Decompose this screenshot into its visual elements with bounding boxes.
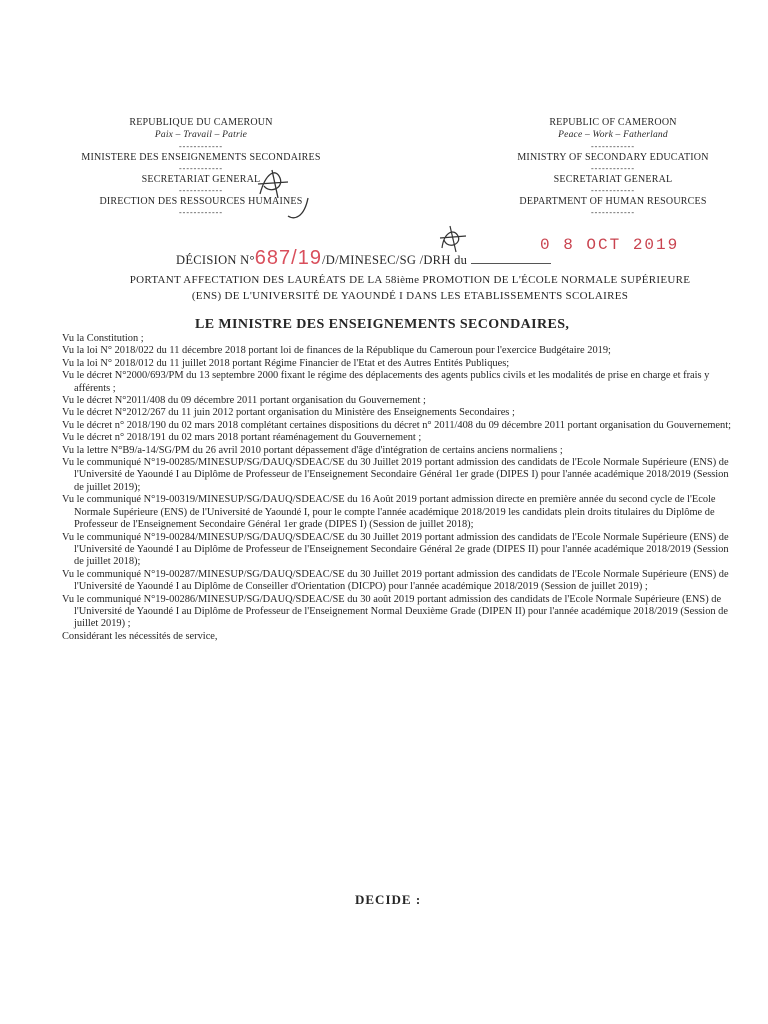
motto-fr: Paix – Travail – Patrie xyxy=(154,130,248,140)
date-blank xyxy=(471,263,551,264)
decision-prefix: DÉCISION N° xyxy=(176,253,255,267)
consideration-item: Vu le communiqué N°19-00285/MINESUP/SG/DAUQ/SDEAC/SE du 30 Juillet 2019 portant admission des candidats de l'Ecole Normale Supérieure (ENS) de l'Université de Yaoundé I au Diplôme de Professeur de l'Enseignement Secondaire Général 1er grade (DIPES I) pour l'année académique 2018/2019 (Session de juillet 2019); xyxy=(62,457,729,493)
consideration-item: Vu le communiqué N°19-00287/MINESUP/SG/DAUQ/SDEAC/SE du 30 Juillet 2019 portant admission des candidats de l'Ecole Normale Supérieure (ENS) de l'Université de Yaoundé I au Diplôme de Conseiller d'Orientation (DICPO) pour l'année académique 2018/2019 (Session de juillet 2019) ; xyxy=(62,568,729,593)
consideration-item: Vu le décret N°2011/408 du 09 décembre 2011 portant organisation du Gouvernement ; xyxy=(62,395,426,407)
subject-line: PORTANT AFFECTATION DES LAURÉATS DE LA 58ième PROMOTION DE L'ÉCOLE NORMALE SUPÉRIEURE xyxy=(129,274,691,286)
ministry-name-en: MINISTRY OF SECONDARY EDUCATION xyxy=(517,152,709,163)
secretariat-en: SECRETARIAT GENERAL xyxy=(553,174,673,185)
date-stamp: 0 8 OCT 2019 xyxy=(540,236,680,254)
consideration-item: Vu le communiqué N°19-00286/MINESUP/SG/DAUQ/SDEAC/SE du 30 août 2019 portant admission des candidats de l'Ecole Normale Supérieure (ENS) de l'Université de Yaoundé I au Diplôme de Professeur de l'Enseignement Normal Deuxième Grade (DIPEN II) pour l'année académique 2018/2019 (Session de juillet 2019) ; xyxy=(62,593,728,630)
consideration-item: Vu le décret N°2000/693/PM du 13 septembre 2000 fixant le régime des déplacements des agents publics civils et les modalités de prise en charge et frais y afférents ; xyxy=(62,370,710,394)
separator: ------------ xyxy=(591,186,635,195)
direction-fr: DIRECTION DES RESSOURCES HUMAINES xyxy=(99,196,303,207)
consideration-item: Vu le communiqué N°19-00284/MINESUP/SG/DAUQ/SDEAC/SE du 30 Juillet 2019 portant admission des candidats de l'Ecole Normale Supérieure (ENS) de l'Université de Yaoundé I au Diplôme de Professeur de l'Enseignement Secondaire Général 2e grade (DIPES II) pour l'année académique 2018/2019 (Session de juillet 2018); xyxy=(62,531,729,568)
separator: ------------ xyxy=(179,142,223,151)
republic-name-fr: REPUBLIQUE DU CAMEROUN xyxy=(129,117,273,128)
consideration-item: Vu le décret n° 2018/191 du 02 mars 2018 portant réaménagement du Gouvernement ; xyxy=(62,432,422,444)
handwritten-initial-icon xyxy=(284,194,314,224)
consideration-item: Vu le communiqué N°19-00319/MINESUP/SG/DAUQ/SDEAC/SE du 16 Août 2019 portant admission directe en première année du second cycle de l'Ecole Normale Supérieure (ENS) de l'Université de Yaoundé I, pour le compte l'année académique 2018/2019 les candidats plein droits titulaires du Diplôme de Professeur de l'Enseignement Secondaire Général 1er grade (DIPES I) (Session de juillet 2018); xyxy=(62,494,716,531)
decision-reference-code: /D/MINESEC/SG /DRH du xyxy=(321,253,468,267)
consideration-item: Vu la loi N° 2018/022 du 11 décembre 2018 portant loi de finances de la République du Cameroun pour l'exercice Budgétaire 2019; xyxy=(62,345,611,357)
consideration-item: Vu la Constitution ; xyxy=(62,333,144,344)
decision-subject xyxy=(90,272,730,304)
republic-name-en: REPUBLIC OF CAMEROON xyxy=(549,117,677,128)
secretariat-fr: SECRETARIAT GENERAL xyxy=(141,174,261,185)
separator: ------------ xyxy=(591,208,635,217)
consideration-item: Vu la loi N° 2018/012 du 11 juillet 2018 portant Régime Financier de l'Etat et des Autres Entités Publiques; xyxy=(62,357,510,369)
decision-reference xyxy=(176,247,551,270)
separator: ------------ xyxy=(179,186,223,195)
considerations-list xyxy=(60,333,740,643)
header-right-english xyxy=(500,116,726,217)
separator: ------------ xyxy=(179,208,223,217)
consideration-item: Vu la lettre N°B9/a-14/SG/PM du 26 avril 2010 portant dépassement d'âge d'intégration de certains anciens normaliens ; xyxy=(62,444,563,456)
decision-number: 687/19 xyxy=(254,247,322,269)
consideration-item: Vu le décret N°2012/267 du 11 juin 2012 portant organisation du Ministère des Enseignements Secondaires ; xyxy=(62,407,515,419)
separator: ------------ xyxy=(591,142,635,151)
motto-en: Peace – Work – Fatherland xyxy=(558,130,668,140)
minister-title: LE MINISTRE DES ENSEIGNEMENTS SECONDAIRES, xyxy=(195,317,570,332)
ministry-name-fr: MINISTERE DES ENSEIGNEMENTS SECONDAIRES xyxy=(81,152,321,163)
subject-line: (ENS) DE L'UNIVERSITÉ DE YAOUNDÉ I DANS LES ETABLISSEMENTS SCOLAIRES xyxy=(191,290,629,302)
department-en: DEPARTMENT OF HUMAN RESOURCES xyxy=(519,196,707,207)
separator: ------------ xyxy=(179,164,223,173)
considering-clause: Considérant les nécessités de service, xyxy=(62,630,218,642)
separator: ------------ xyxy=(591,164,635,173)
decides-heading: DECIDE : xyxy=(355,892,422,907)
consideration-item: Vu le décret n° 2018/190 du 02 mars 2018 complétant certaines dispositions du décret n° 2011/408 du 09 décembre 2011 portant organisation du Gouvernement; xyxy=(62,419,731,431)
